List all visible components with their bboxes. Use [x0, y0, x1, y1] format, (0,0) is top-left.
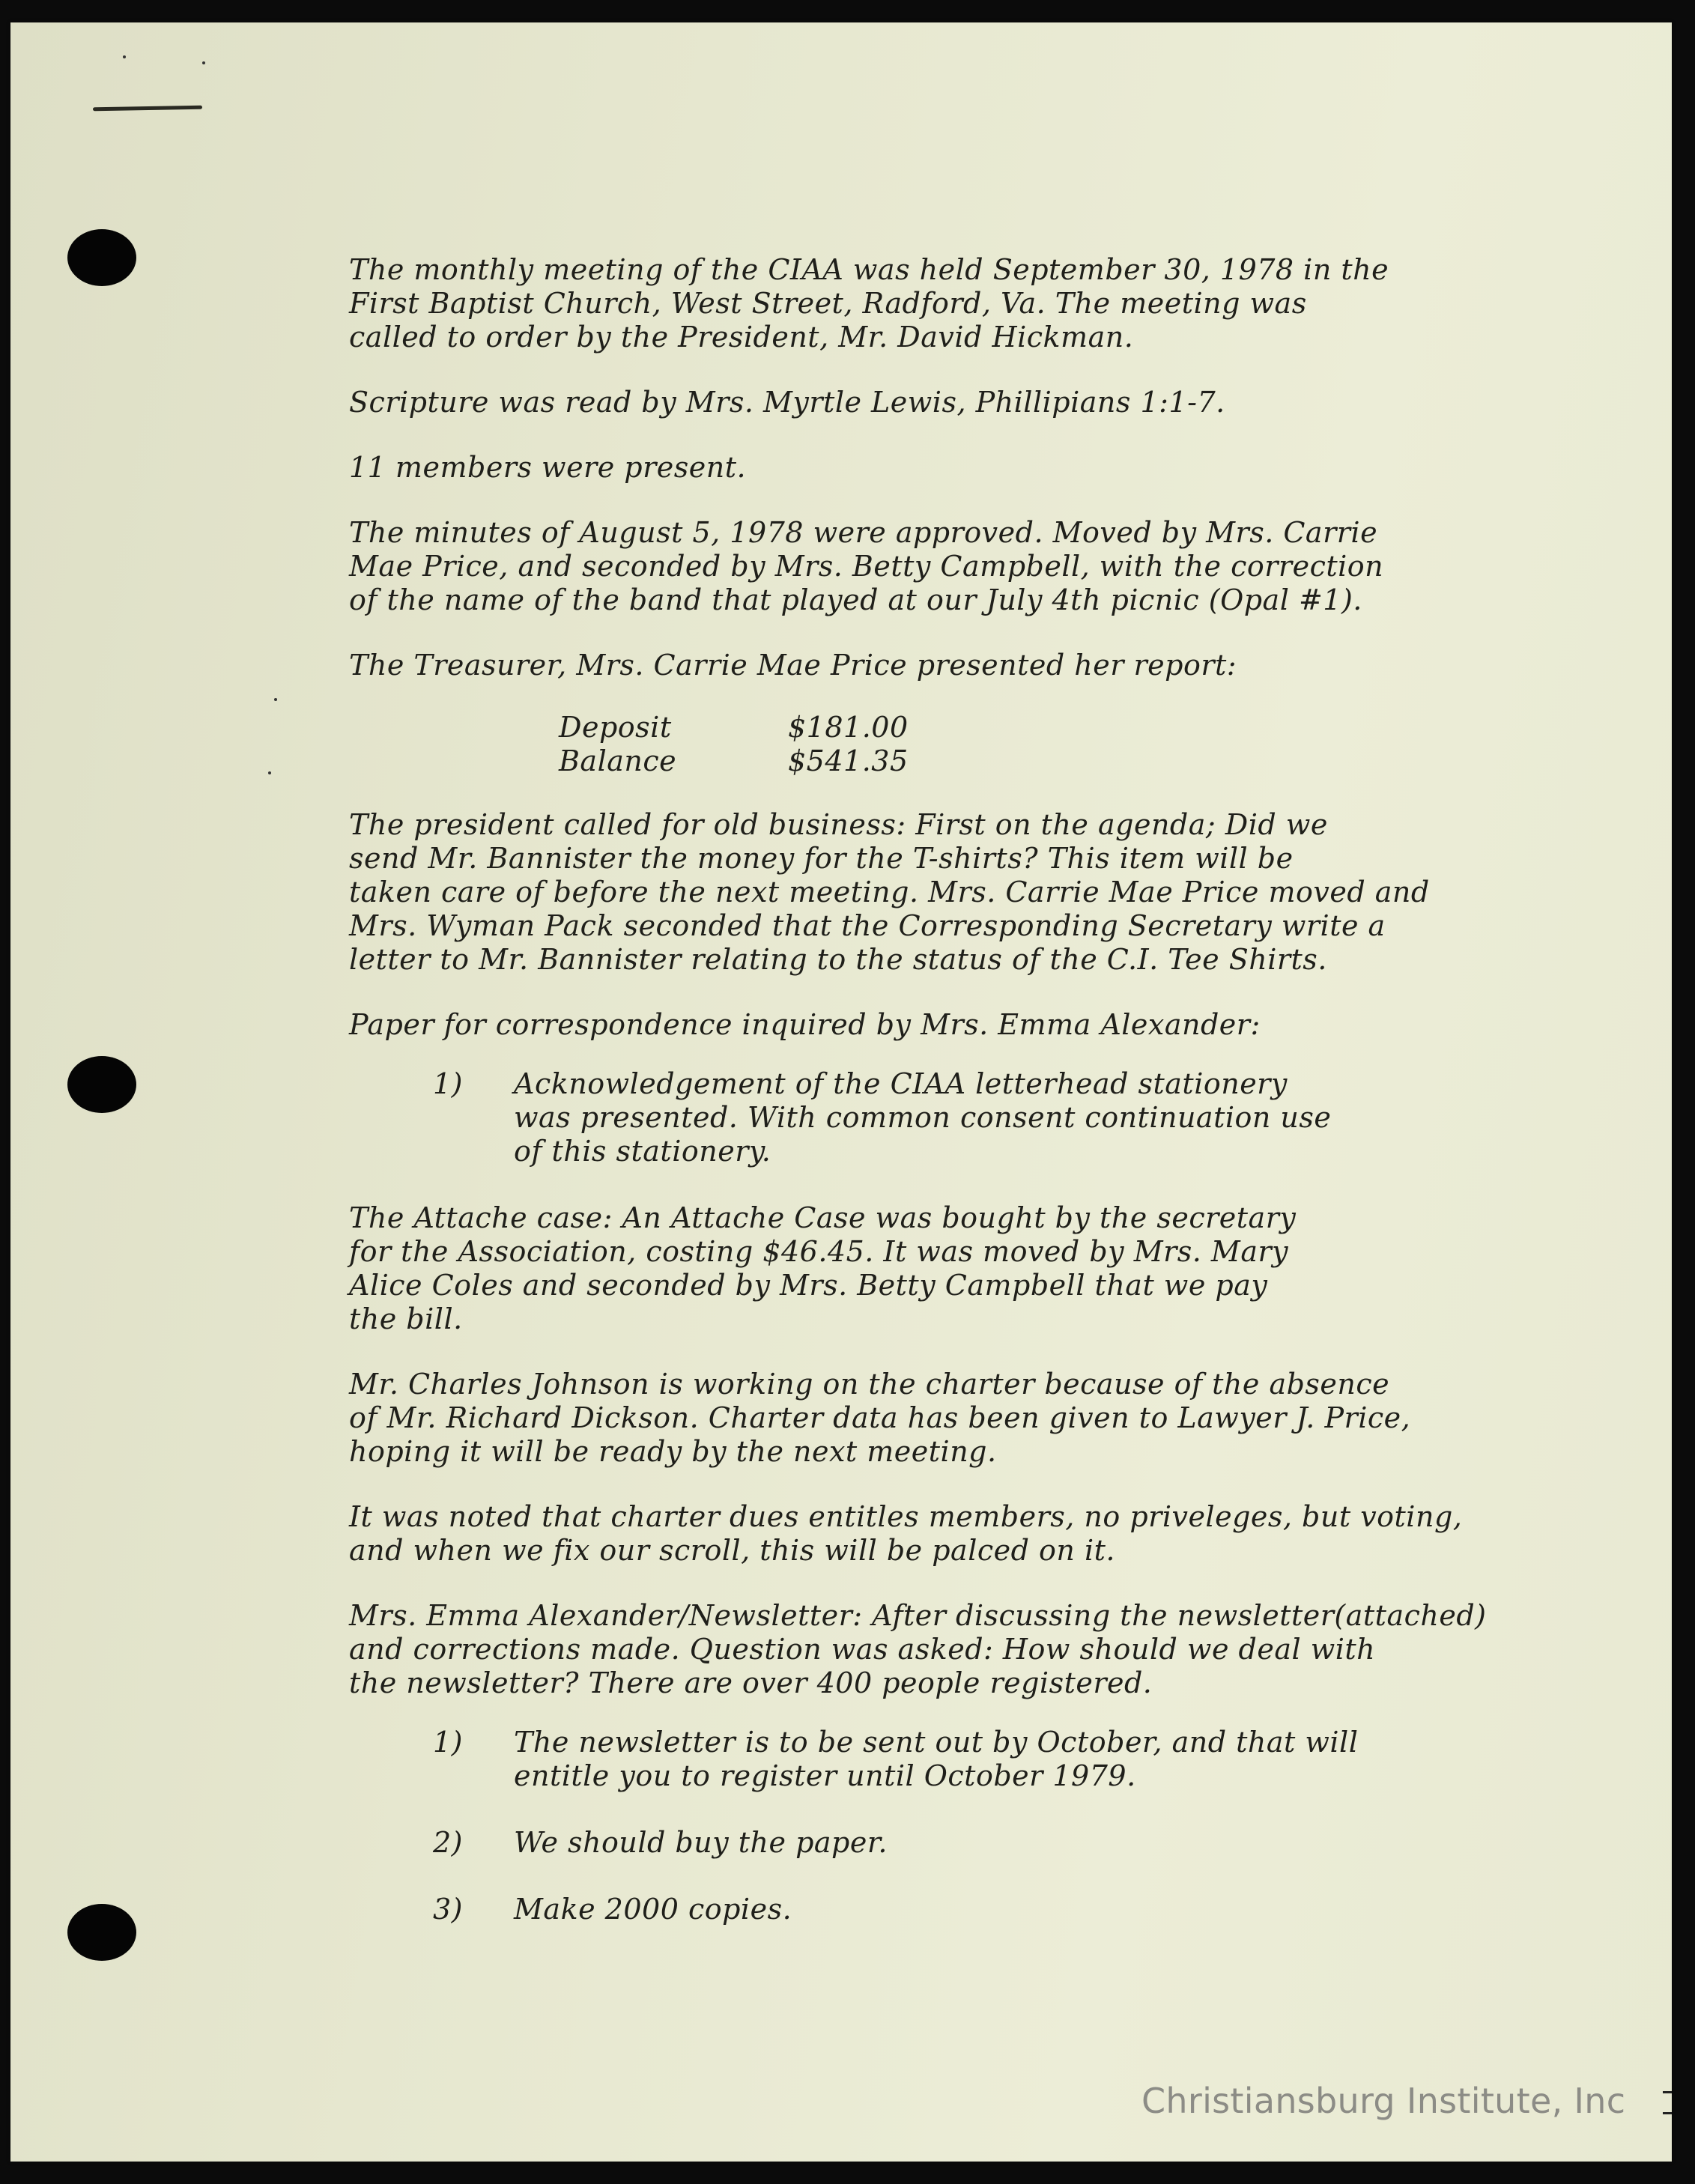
speck: [202, 61, 205, 64]
binder-hole-middle: [67, 1056, 136, 1113]
minutes-approval-paragraph: The minutes of August 5, 1978 were approved. Moved by Mrs. Carrie Mae Price, and seconded by Mrs. Betty Campbell, with the correction of the name of the band that played at our July 4th picnic (Opal #1).: [349, 516, 1384, 616]
table-row: [559, 711, 909, 744]
list-item-number: 1): [433, 1726, 464, 1759]
list-item-text: Make 2000 copies.: [514, 1893, 792, 1926]
list-item: [349, 1893, 1622, 1926]
deposit-label: Deposit: [559, 711, 672, 744]
charter-dues-paragraph: It was noted that charter dues entitles members, no priveleges, but voting, and when we fix our scroll, this will be palced on it.: [349, 1500, 1463, 1567]
old-business-paragraph: The president called for old business: First on the agenda; Did we send Mr. Bannister the money for the T-shirts? This item will be taken care of before the next meeting. Mrs. Carrie Mae Price moved and Mrs. Wyman Pack seconded that the Corresponding Secretary write a letter to Mr. Bannister relating to the status of the C.I. Tee Shirts.: [349, 808, 1430, 976]
newsletter-list: [349, 1726, 1622, 1926]
edge-mark: [1663, 2091, 1672, 2093]
archive-watermark: Christiansburg Institute, Inc: [1141, 2081, 1626, 2121]
deposit-amount: $181.00: [788, 711, 909, 744]
speck: [268, 771, 271, 774]
table-row: [559, 744, 909, 778]
edge-mark: [1663, 2112, 1672, 2114]
correspondence-list: [349, 1067, 1622, 1168]
document-page: [10, 22, 1672, 2162]
list-item-text: We should buy the paper.: [514, 1826, 888, 1859]
treasurer-report-table: [559, 711, 909, 778]
list-item: [349, 1726, 1622, 1793]
list-item-text: Acknowledgement of the CIAA letterhead stationery was presented. With common consent continuation use of this stationery.: [514, 1067, 1332, 1168]
newsletter-paragraph: Mrs. Emma Alexander/Newsletter: After discussing the newsletter(attached) and corrections made. Question was asked: How should we deal with the newsletter? There are over 400 people registered.: [349, 1599, 1487, 1699]
list-item-number: 2): [433, 1826, 464, 1859]
scripture-paragraph: Scripture was read by Mrs. Myrtle Lewis, Phillipians 1:1-7.: [349, 386, 1225, 419]
binder-hole-bottom: [67, 1904, 136, 1961]
treasurer-intro: The Treasurer, Mrs. Carrie Mae Price presented her report:: [349, 649, 1237, 682]
balance-label: Balance: [559, 744, 677, 777]
attendance-paragraph: 11 members were present.: [349, 451, 747, 484]
list-item: [349, 1826, 1622, 1860]
balance-amount: $541.35: [788, 744, 909, 777]
list-item: [349, 1067, 1622, 1168]
binder-hole-top: [67, 229, 136, 286]
speck: [123, 55, 126, 58]
charter-paragraph: Mr. Charles Johnson is working on the charter because of the absence of Mr. Richard Dickson. Charter data has been given to Lawyer J. Price, hoping it will be ready by the next meeting.: [349, 1368, 1411, 1468]
speck: [274, 698, 277, 701]
meeting-minutes: [349, 253, 1622, 1959]
list-item-number: 1): [433, 1067, 464, 1100]
list-item-number: 3): [433, 1893, 464, 1926]
staple-mark: [93, 106, 202, 112]
list-item-text: The newsletter is to be sent out by October, and that will entitle you to register until October 1979.: [514, 1726, 1359, 1792]
correspondence-intro: Paper for correspondence inquired by Mrs. Emma Alexander:: [349, 1008, 1261, 1041]
attache-case-paragraph: The Attache case: An Attache Case was bought by the secretary for the Association, costing $46.45. It was moved by Mrs. Mary Alice Coles and seconded by Mrs. Betty Campbell that we pay the bill.: [349, 1201, 1297, 1335]
opening-paragraph: The monthly meeting of the CIAA was held September 30, 1978 in the First Baptist Church, West Street, Radford, Va. The meeting was called to order by the President, Mr. David Hickman.: [349, 253, 1389, 354]
